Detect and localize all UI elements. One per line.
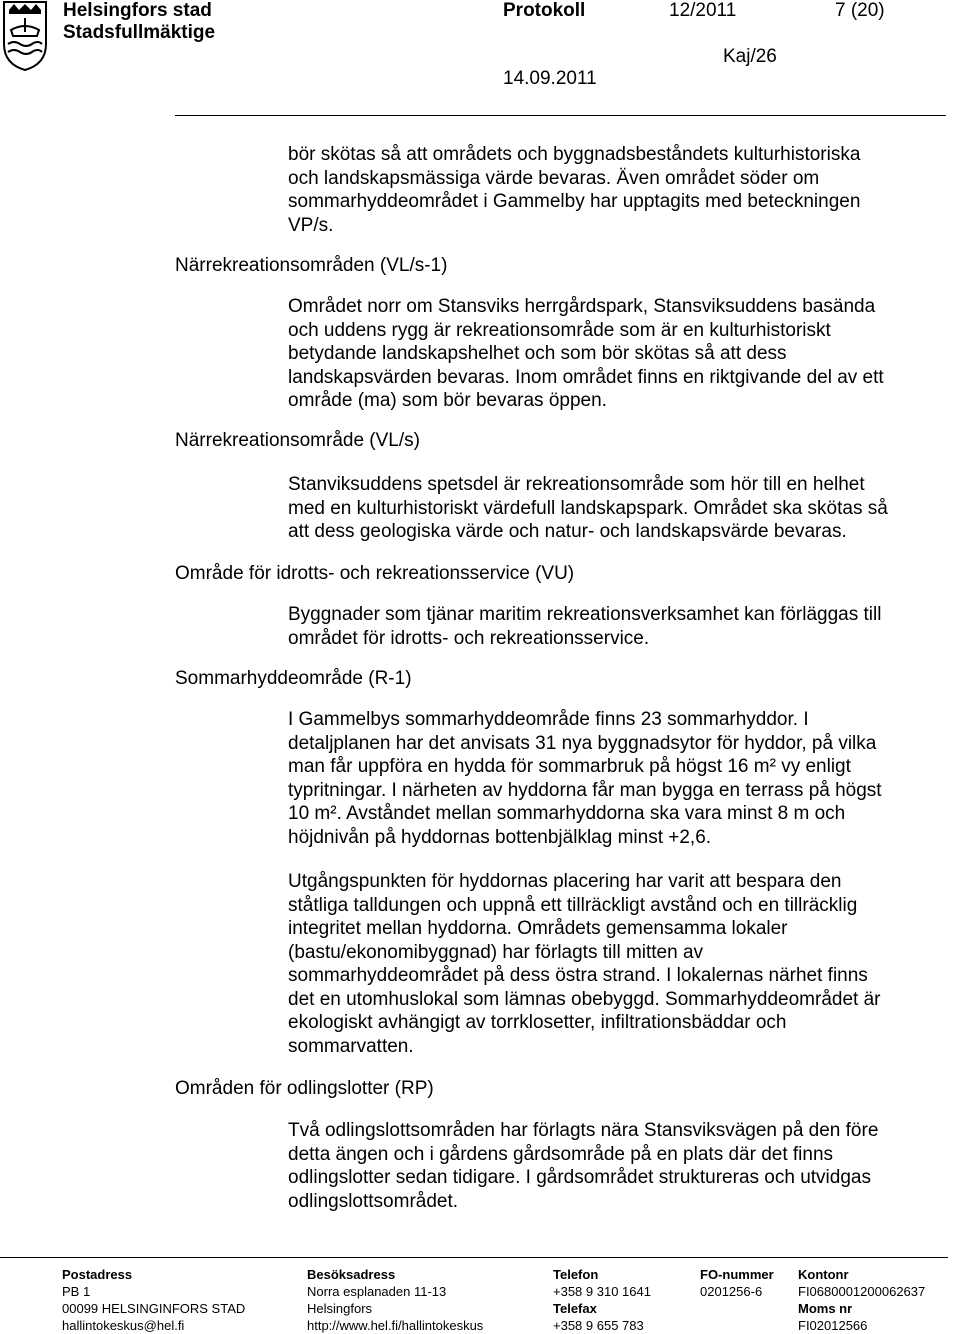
footer-postal-line: PB 1 bbox=[62, 1284, 91, 1299]
footer-visit-line: Helsingfors bbox=[307, 1301, 373, 1316]
footer-phone-value: +358 9 310 1641 bbox=[553, 1284, 651, 1299]
footer-visit-label: Besöksadress bbox=[307, 1267, 396, 1282]
text-line: sommarhyddeområdet på dess östra strand. I lokalernas närhet finns bbox=[288, 965, 868, 986]
helsinki-coat-of-arms-icon bbox=[0, 0, 50, 72]
footer-fo-label: FO-nummer bbox=[700, 1267, 774, 1282]
footer-postal-label: Postadress bbox=[62, 1267, 133, 1282]
footer-email-link[interactable]: hallintokeskus@hel.fi bbox=[62, 1318, 185, 1333]
section-paragraph bbox=[288, 870, 948, 1058]
footer-fax-label: Telefax bbox=[553, 1301, 597, 1316]
footer-account bbox=[798, 1266, 925, 1334]
header-org: Helsingfors stad bbox=[63, 0, 212, 21]
text-line: detaljplanen har det anvisats 31 nya byggnadsytor för hyddor, på vilka bbox=[288, 732, 877, 754]
text-line: Två odlingslottsområden har förlagts nära Stansviksvägen på den före bbox=[288, 1120, 879, 1141]
footer-phone-label: Telefon bbox=[553, 1267, 599, 1282]
footer-fo-value: 0201256-6 bbox=[700, 1284, 763, 1299]
footer-vat-value: FI02012566 bbox=[798, 1318, 868, 1333]
text-line: det en utomhuslokal som lämnas obebyggd. Sommarhyddeområdet är bbox=[288, 988, 881, 1010]
footer-visit-line: Norra esplanaden 11-13 bbox=[307, 1284, 447, 1299]
text-line: med en kulturhistoriskt värdefull landskapspark. Området ska skötas så bbox=[288, 497, 888, 519]
header-number: 12/2011 bbox=[669, 0, 737, 21]
header-date: 14.09.2011 bbox=[503, 68, 597, 89]
section-heading: Områden för odlingslotter (RP) bbox=[175, 1078, 434, 1099]
header-item: Kaj/26 bbox=[723, 46, 777, 67]
footer-postal bbox=[62, 1266, 245, 1334]
footer-account-value: FI0680001200062637 bbox=[798, 1284, 926, 1299]
text-line: området för idrotts- och rekreationsservice. bbox=[288, 627, 650, 649]
text-line: man får uppföra en hydda för sommarbruk på högst 16 m² vy enligt bbox=[288, 756, 851, 777]
footer-postal-line: 00099 HELSINGINFORS STAD bbox=[62, 1301, 246, 1316]
text-line: VP/s. bbox=[288, 214, 334, 236]
header-doc-type: Protokoll bbox=[503, 0, 586, 21]
footer-fax-value: +358 9 655 783 bbox=[553, 1318, 644, 1333]
text-line: och landskapsmässiga värde bevaras. Även området söder om bbox=[288, 167, 820, 189]
header-divider bbox=[175, 115, 946, 116]
text-line: område (ma) som bör bevaras öppen. bbox=[288, 390, 607, 411]
text-line: Utgångspunkten för hyddornas placering har varit att bespara den bbox=[288, 871, 842, 892]
section-heading: Sommarhyddeområde (R-1) bbox=[175, 668, 412, 689]
footer-account-label: Kontonr bbox=[798, 1267, 849, 1282]
section-heading: Närrekreationsområde (VL/s) bbox=[175, 430, 420, 451]
text-line: och uddens rygg är rekreationsområde som är en kulturhistoriskt bbox=[288, 319, 831, 341]
text-line: odlingslottsområdet. bbox=[288, 1190, 459, 1212]
footer-divider bbox=[0, 1257, 948, 1258]
text-line: integritet mellan hyddorna. Områdets gemensamma lokaler bbox=[288, 918, 788, 939]
text-line: (bastu/ekonomibyggnad) har förlagts till mitten av bbox=[288, 941, 704, 963]
section-heading: Närrekreationsområden (VL/s-1) bbox=[175, 255, 448, 276]
text-line: Stanviksuddens spetsdel är rekreationsområde som hör till en helhet bbox=[288, 474, 865, 495]
text-line: Området norr om Stansviks herrgårdspark, Stansviksuddens basända bbox=[288, 296, 876, 317]
text-line: I Gammelbys sommarhyddeområde finns 23 sommarhyddor. I bbox=[288, 709, 809, 730]
text-line: ståtliga talldungen och uppnå ett tillräckligt avstånd och en tillräcklig bbox=[288, 894, 858, 916]
footer-vat-label: Moms nr bbox=[798, 1301, 853, 1316]
text-line: typritningar. I närheten av hyddorna får man bygga en terrass på högst bbox=[288, 779, 882, 801]
text-line: odlingslotter sedan tidigare. I gårdsområdet struktureras och utvidgas bbox=[288, 1167, 871, 1188]
section-paragraph bbox=[288, 473, 948, 544]
text-line: att dess geologiska värde och natur- och landskapsvärde bevaras. bbox=[288, 521, 847, 542]
text-line: ekologiskt avhängigt av torrklosetter, infiltrationsbäddar och bbox=[288, 1012, 787, 1033]
section-paragraph bbox=[288, 708, 948, 849]
footer-website-link[interactable]: http://www.hel.fi/hallintokeskus bbox=[307, 1318, 484, 1333]
text-line: sommarvatten. bbox=[288, 1035, 414, 1057]
section-paragraph bbox=[288, 1119, 948, 1213]
header-body: Stadsfullmäktige bbox=[63, 22, 216, 43]
section-paragraph bbox=[288, 603, 948, 650]
footer-visit bbox=[307, 1266, 483, 1334]
footer-fo bbox=[700, 1266, 774, 1300]
text-line: betydande landskapshelhet och som bör skötas så att dess bbox=[288, 343, 787, 364]
text-line: bör skötas så att områdets och byggnadsbeståndets kulturhistoriska bbox=[288, 144, 861, 165]
text-line: höjdnivån på hyddornas bottenbjälklag minst +2,6. bbox=[288, 826, 712, 848]
section-heading: Område för idrotts- och rekreationsservice (VU) bbox=[175, 563, 575, 584]
text-line: landskapsvärden bevaras. Inom området finns en riktgivande del av ett bbox=[288, 366, 884, 388]
footer-phone bbox=[553, 1266, 651, 1334]
text-line: sommarhyddeområdet i Gammelby har upptagits med beteckningen bbox=[288, 191, 861, 212]
header-page: 7 (20) bbox=[835, 0, 885, 21]
section-paragraph bbox=[288, 295, 948, 413]
text-line: Byggnader som tjänar maritim rekreationsverksamhet kan förläggas till bbox=[288, 604, 882, 625]
text-line: detta ängen och i gårdens gårdsområde på en plats där det finns bbox=[288, 1143, 834, 1165]
text-line: 10 m². Avståndet mellan sommarhyddorna ska vara minst 8 m och bbox=[288, 803, 846, 824]
intro-paragraph bbox=[288, 143, 948, 237]
